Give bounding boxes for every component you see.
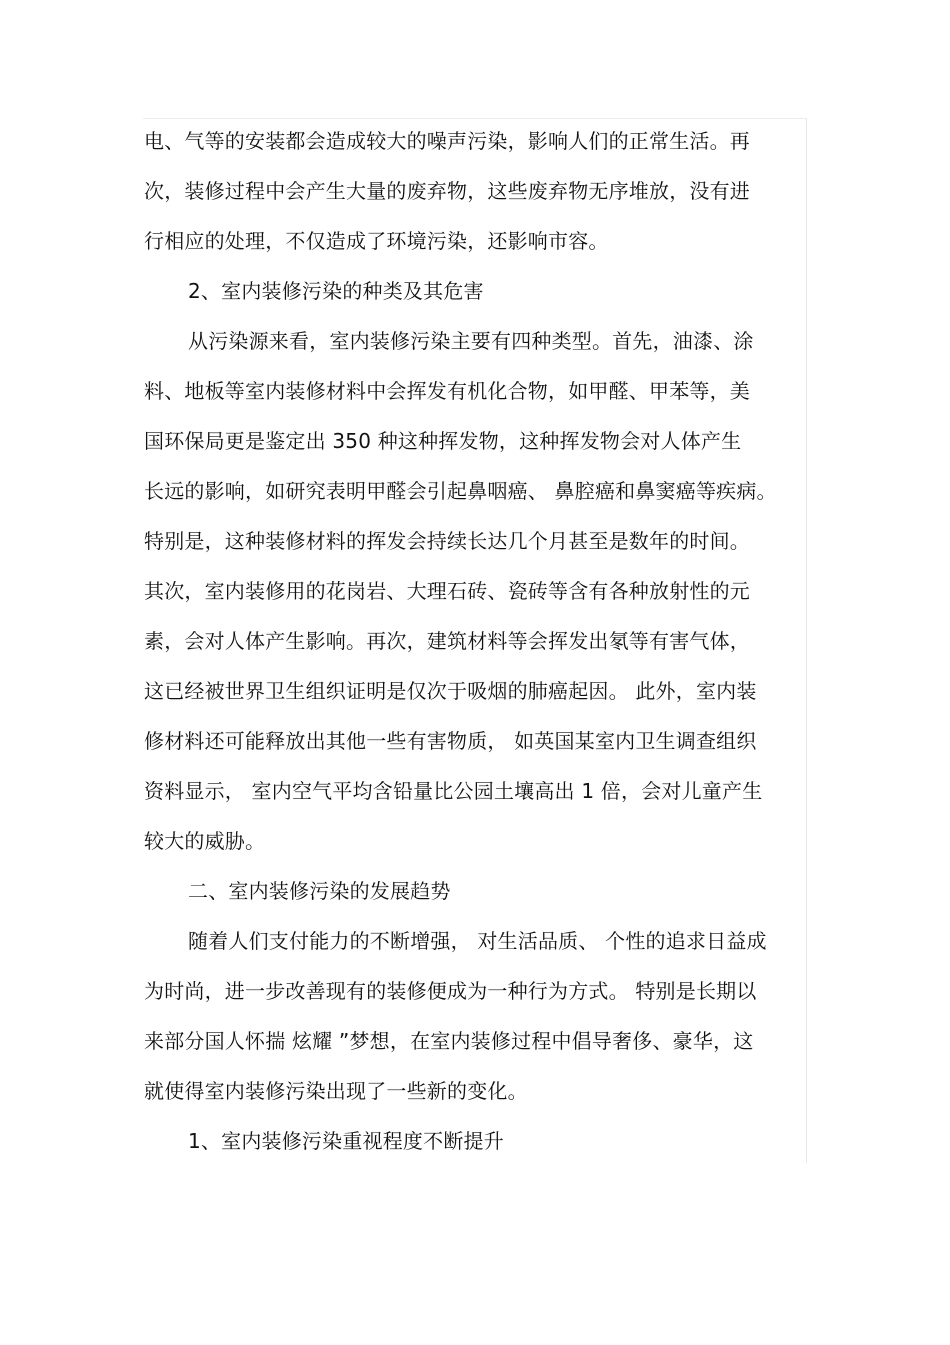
paragraph-line: 特别是，这种装修材料的挥发会持续长达几个月甚至是数年的时间。 — [144, 529, 750, 553]
paragraph-line: 其次，室内装修用的花岗岩、大理石砖、瓷砖等含有各种放射性的元 — [144, 579, 750, 603]
paragraph-line: 较大的威胁。 — [144, 829, 266, 853]
paragraph-line: 行相应的处理，不仅造成了环境污染，还影响市容。 — [144, 229, 609, 253]
section-heading: 二、室内装修污染的发展趋势 — [188, 879, 451, 903]
paragraph-line: 从污染源来看，室内装修污染主要有四种类型。首先，油漆、涂 — [188, 329, 754, 353]
section-heading: 2、室内装修污染的种类及其危害 — [188, 279, 484, 303]
paragraph-line: 国环保局更是鉴定出 350 种这种挥发物，这种挥发物会对人体产生 — [144, 429, 742, 453]
paragraph-line: 资料显示， 室内空气平均含铅量比公园土壤高出 1 倍，会对儿童产生 — [144, 779, 763, 803]
paragraph-line: 这已经被世界卫生组织证明是仅次于吸烟的肺癌起因。 此外，室内装 — [144, 679, 757, 703]
paragraph-line: 修材料还可能释放出其他一些有害物质， 如英国某室内卫生调查组织 — [144, 729, 757, 753]
paragraph-line: 素，会对人体产生影响。再次，建筑材料等会挥发出氡等有害气体， — [144, 629, 750, 653]
paragraph-line: 为时尚，进一步改善现有的装修便成为一种行为方式。 特别是长期以 — [144, 979, 757, 1003]
paragraph-line: 电、气等的安装都会造成较大的噪声污染，影响人们的正常生活。再 — [144, 129, 750, 153]
paragraph-line: 随着人们支付能力的不断增强， 对生活品质、 个性的追求日益成 — [188, 929, 767, 953]
paragraph-line: 次，装修过程中会产生大量的废弃物，这些废弃物无序堆放，没有进 — [144, 179, 750, 203]
paragraph-line: 就使得室内装修污染出现了一些新的变化。 — [144, 1079, 528, 1103]
paragraph-line: 料、地板等室内装修材料中会挥发有机化合物，如甲醛、甲苯等，美 — [144, 379, 750, 403]
section-heading: 1、室内装修污染重视程度不断提升 — [188, 1129, 504, 1153]
paragraph-line: 来部分国人怀揣 炫耀 ”梦想，在室内装修过程中倡导奢侈、豪华，这 — [144, 1029, 754, 1053]
paragraph-line: 长远的影响，如研究表明甲醛会引起鼻咽癌、 鼻腔癌和鼻窦癌等疾病。 — [144, 479, 777, 503]
